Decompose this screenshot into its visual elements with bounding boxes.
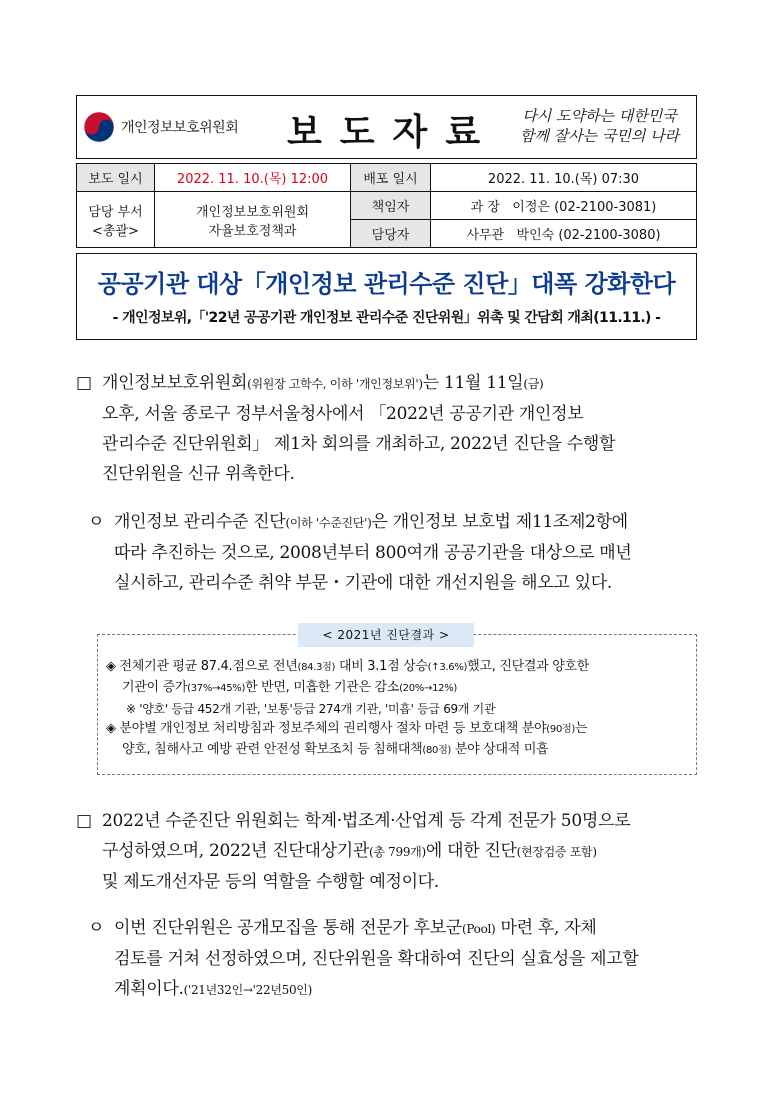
press-title: 보도자료 (287, 111, 499, 153)
subheadline: - 개인정보위,「'22년 공공기관 개인정보 관리수준 진단위원」위촉 및 간담회 개최(11.11.) - (112, 310, 661, 326)
p1-text: 는 11월 11일 (422, 373, 524, 393)
circle-bullet-icon: ㅇ (88, 512, 105, 532)
release-info-table (76, 163, 697, 248)
p3-text: (현장검증 포함) (516, 845, 597, 859)
grade-note: ※ '양호' 등급 452개 기관, '보통'등급 274개 기관, '미흡' 등급 69개 기관 (126, 702, 496, 716)
p1-text: (금) (523, 377, 544, 391)
slogan (507, 106, 692, 146)
taegeuk-emblem-icon (83, 111, 115, 143)
b1-text: 했고, 진단결과 양호한 (467, 659, 589, 674)
distribute-time: 2022. 11. 10.(목) 07:30 (431, 164, 697, 192)
dept-name-1: 개인정보보호위원회 (195, 204, 310, 220)
p4-text: 이번 진단위원은 공개모집을 통해 전문가 후보군 (114, 918, 462, 938)
distribute-time-label: 배포 일시 (351, 164, 431, 192)
dept-label-cell (77, 192, 155, 248)
responsible-label: 책임자 (351, 192, 431, 220)
contact: 사무관 박인숙 (02-2100-3080) (431, 220, 697, 248)
slogan-line-1: 다시 도약하는 대한민국 (522, 107, 677, 125)
b1-text: (84.3점) (297, 662, 336, 673)
p1-line: 관리수준 진단위원회」 제1차 회의를 개최하고, 2022년 진단을 수행할 (102, 434, 616, 454)
p1-line: 진단위원을 신규 위촉한다. (102, 464, 295, 484)
b1-text: 대비 3.1점 상승 (335, 659, 428, 674)
p2-text: 은 개인정보 보호법 제11조제2항에 (371, 512, 628, 532)
b1-text: 기관이 증가 (122, 680, 188, 695)
p4-line: 검토를 거쳐 선정하였으며, 진단위원을 확대하여 진단의 실효성을 제고할 (114, 949, 639, 969)
b2-text: 양호, 침해사고 예방 관련 안전성 확보조치 등 침해대책 (122, 742, 423, 757)
p3-text: (총 799개) (368, 845, 426, 859)
p3-text: 에 대한 진단 (425, 841, 517, 861)
diamond-bullet-icon: ◈ (106, 721, 116, 736)
p1-line: 오후, 서울 종로구 정부서울청사에서 「2022년 공공기관 개인정보 (102, 404, 584, 424)
release-time-label: 보도 일시 (77, 164, 155, 192)
b2-text: (80점) (422, 745, 452, 756)
p1-text: (위원장 고학수, 이하 '개인정보위') (247, 377, 423, 391)
contact-label: 담당자 (351, 220, 431, 248)
b2-text: 분야별 개인정보 처리방침과 정보주체의 권리행사 절차 마련 등 보호대책 분야 (119, 721, 547, 736)
org-name: 개인정보보호위원회 (121, 120, 239, 136)
dept-name-2: 자율보호정책과 (208, 223, 297, 239)
slogan-line-2: 함께 잘사는 국민의 나라 (519, 127, 680, 145)
dept-label: 담당 부서 (88, 204, 143, 220)
paragraph-3 (76, 806, 697, 897)
square-bullet-icon: □ (76, 811, 92, 831)
p4-text: 마련 후, 자체 (495, 918, 597, 938)
b1-text: (↑3.6%) (427, 662, 468, 673)
paragraph-4 (88, 913, 697, 1005)
org-logo (83, 110, 263, 144)
responsible: 과 장 이정은 (02-2100-3081) (431, 192, 697, 220)
p2-text: 개인정보 관리수준 진단 (114, 512, 286, 532)
press-release-header (76, 95, 697, 159)
dept-type: <총괄> (92, 223, 139, 239)
paragraph-2 (88, 507, 697, 598)
p4-text: (Pool) (461, 922, 496, 936)
headline: 공공기관 대상「개인정보 관리수준 진단」대폭 강화한다 (97, 270, 676, 298)
b2-text: (90점) (546, 724, 575, 735)
b1-text: (37%→45%) (187, 683, 246, 694)
headline-box (76, 253, 697, 340)
dept-name-cell (155, 192, 351, 248)
b2-text: 는 (574, 721, 588, 736)
b1-text: 전체기관 평균 87.4.점으로 전년 (119, 659, 298, 674)
p4-text: 계획이다. (114, 979, 184, 999)
p2-text: (이하 '수준진단') (285, 516, 372, 530)
p2-line: 따라 추진하는 것으로, 2008년부터 800여개 공공기관을 대상으로 매년 (114, 543, 632, 563)
results-box (97, 628, 697, 775)
diamond-bullet-icon: ◈ (106, 659, 116, 674)
results-label: < 2021년 진단결과 > (298, 623, 474, 647)
b1-text: 한 반면, 미흡한 기관은 감소 (245, 680, 400, 695)
p4-text: ('21년32인→'22년50인) (183, 983, 312, 997)
paragraph-1 (76, 368, 697, 489)
b1-text: (20%→12%) (399, 683, 457, 694)
p1-text: 개인정보보호위원회 (102, 373, 248, 393)
p2-line: 실시하고, 관리수준 취약 부문・기관에 대한 개선지원을 해오고 있다. (114, 573, 612, 593)
results-text (106, 657, 688, 761)
square-bullet-icon: □ (76, 373, 92, 393)
b2-text: 분야 상대적 미흡 (451, 742, 549, 757)
circle-bullet-icon: ㅇ (88, 918, 105, 938)
p3-text: 구성하였으며, 2022년 진단대상기관 (102, 841, 369, 861)
p3-text: 2022년 수준진단 위원회는 학계·법조계·산업계 등 각계 전문가 50명으로 (102, 811, 631, 831)
release-time: 2022. 11. 10.(목) 12:00 (155, 164, 351, 192)
p3-line: 및 제도개선자문 등의 역할을 수행할 예정이다. (102, 872, 439, 892)
